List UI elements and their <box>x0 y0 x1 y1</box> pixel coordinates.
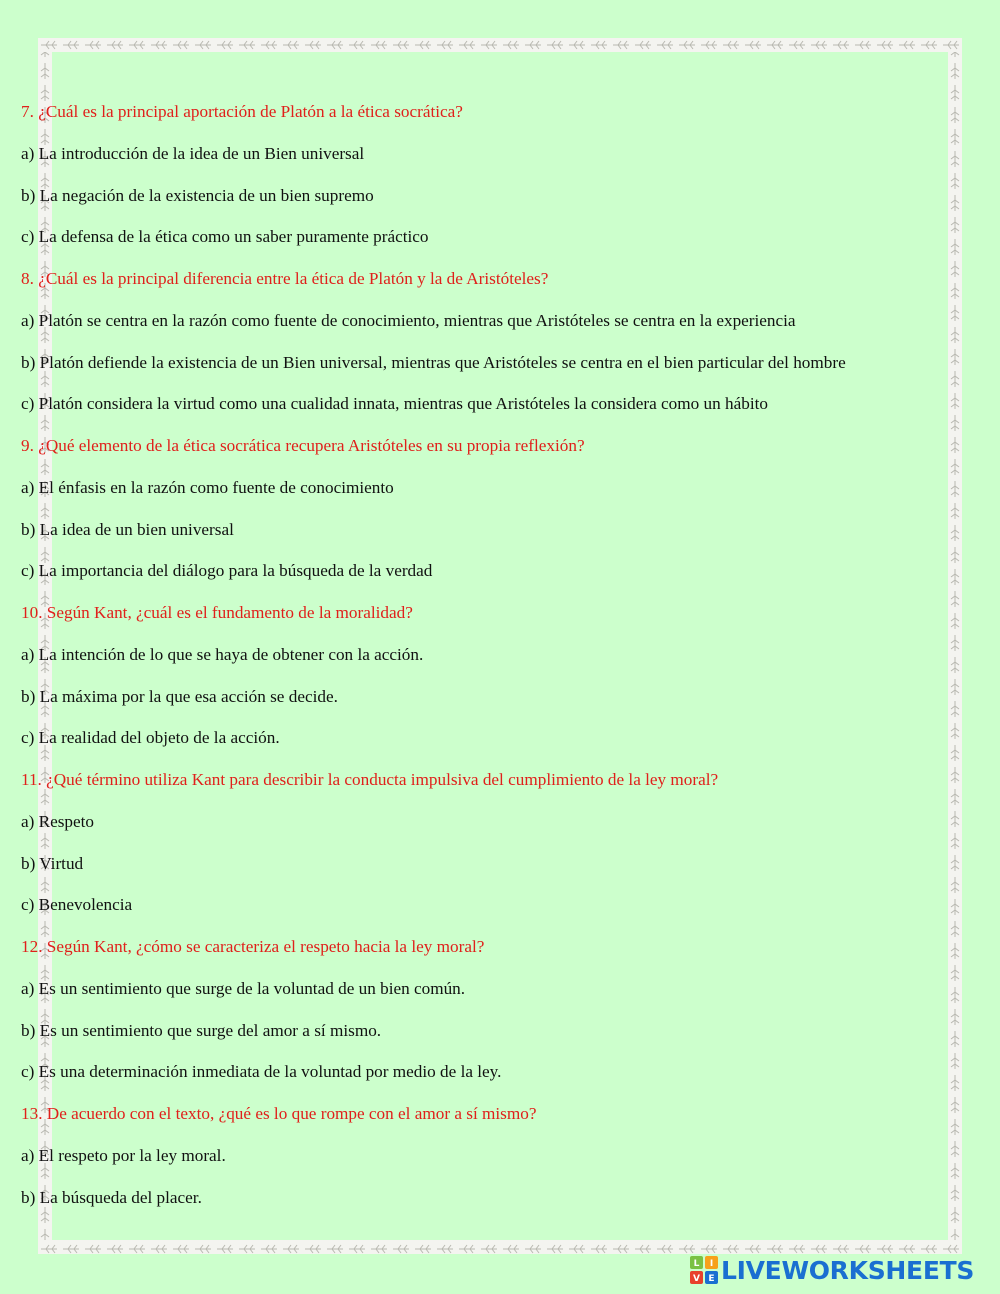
answer-option[interactable]: a) Platón se centra en la razón como fuente de conocimiento, mientras que Aristóteles se centra en la experiencia <box>21 310 796 330</box>
badge-letter-i: I <box>709 1259 714 1269</box>
question-text: 8. ¿Cuál es la principal diferencia entre la ética de Platón y la de Aristóteles? <box>21 269 549 288</box>
answer-option[interactable]: c) Benevolencia <box>21 895 133 915</box>
logo-text: LIVEWORKSHEETS <box>721 1255 975 1285</box>
answer-option[interactable]: a) El respeto por la ley moral. <box>21 1145 226 1165</box>
question-text: 13. De acuerdo con el texto, ¿qué es lo que rompe con el amor a sí mismo? <box>21 1104 537 1123</box>
question-text: 11. ¿Qué término utiliza Kant para describir la conducta impulsiva del cumplimiento de la ley moral? <box>21 770 719 789</box>
liveworksheets-badge-icon <box>690 1256 718 1284</box>
answer-option[interactable]: a) La introducción de la idea de un Bien universal <box>21 143 365 163</box>
answer-option[interactable]: c) Es una determinación inmediata de la voluntad por medio de la ley. <box>21 1062 502 1082</box>
answer-option[interactable]: a) Respeto <box>21 811 95 831</box>
answer-option[interactable]: b) Platón defiende la existencia de un Bien universal, mientras que Aristóteles se centra en el bien particular del hombre <box>21 352 846 372</box>
question-text: 12. Según Kant, ¿cómo se caracteriza el respeto hacia la ley moral? <box>21 937 485 956</box>
question-text: 9. ¿Qué elemento de la ética socrática recupera Aristóteles en su propia reflexión? <box>21 436 585 455</box>
answer-option[interactable]: a) La intención de lo que se haya de obtener con la acción. <box>21 644 424 664</box>
answer-option[interactable]: b) Virtud <box>21 853 84 873</box>
answer-option[interactable]: b) La negación de la existencia de un bien supremo <box>21 185 374 205</box>
question-list <box>21 100 901 1227</box>
liveworksheets-logo <box>690 1254 974 1286</box>
answer-option[interactable]: c) Platón considera la virtud como una cualidad innata, mientras que Aristóteles la considera como un hábito <box>21 394 768 414</box>
answer-option[interactable]: a) El énfasis en la razón como fuente de conocimiento <box>21 477 394 497</box>
badge-letter-e: E <box>708 1274 715 1284</box>
answer-option[interactable]: c) La defensa de la ética como un saber puramente práctico <box>21 227 429 247</box>
answer-option[interactable]: c) La realidad del objeto de la acción. <box>21 728 280 748</box>
answer-option[interactable]: b) La idea de un bien universal <box>21 519 234 539</box>
answer-option[interactable]: c) La importancia del diálogo para la búsqueda de la verdad <box>21 561 433 581</box>
answer-option[interactable]: a) Es un sentimiento que surge de la voluntad de un bien común. <box>21 978 466 998</box>
answer-option[interactable]: b) La búsqueda del placer. <box>21 1187 202 1207</box>
answer-option[interactable]: b) La máxima por la que esa acción se decide. <box>21 686 338 706</box>
question-text: 10. Según Kant, ¿cuál es el fundamento de la moralidad? <box>21 603 413 622</box>
question-text: 7. ¿Cuál es la principal aportación de Platón a la ética socrática? <box>21 102 463 121</box>
badge-letter-l: L <box>693 1259 700 1269</box>
answer-option[interactable]: b) Es un sentimiento que surge del amor a sí mismo. <box>21 1020 382 1040</box>
badge-letter-v: V <box>693 1274 700 1284</box>
